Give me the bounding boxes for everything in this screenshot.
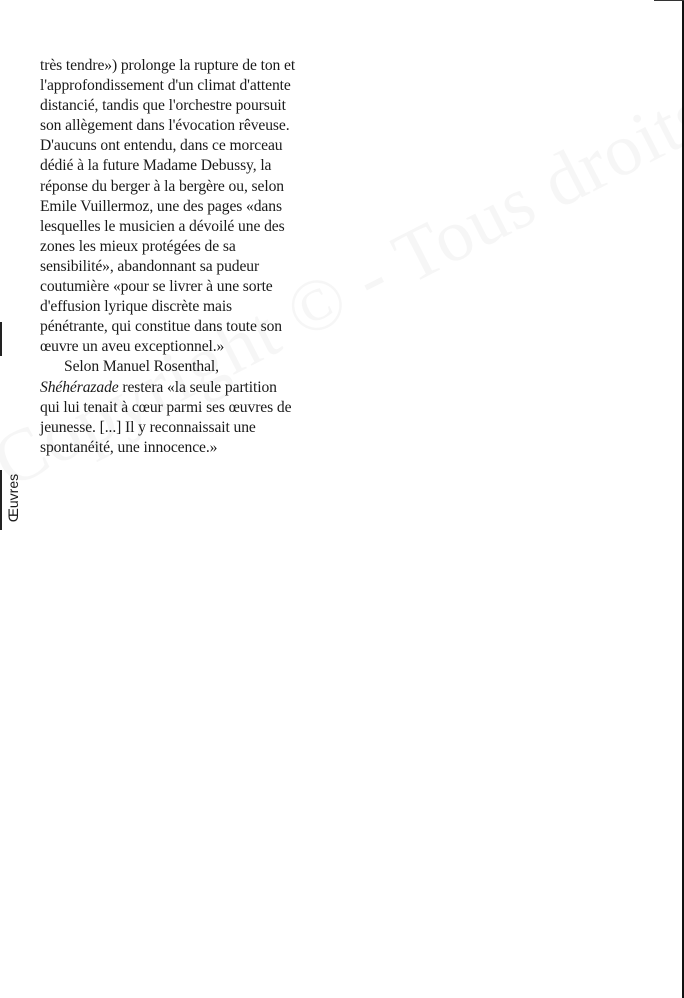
text-line: zones les mieux protégées de sa <box>40 237 236 255</box>
text-line: l'approfondissement d'un climat d'attente <box>40 77 291 95</box>
section-label: Œuvres <box>5 473 21 523</box>
text-line: œuvre un aveu exceptionnel.» <box>40 338 225 356</box>
work-title: Shéhérazade <box>40 378 119 396</box>
text-line: son allègement dans l'évocation rêveuse. <box>40 117 290 135</box>
text-line: jeunesse. [...] Il y reconnaissait une <box>40 418 256 436</box>
body-text <box>40 56 340 458</box>
text-line: spontanéité, une innocence.» <box>40 438 218 456</box>
text-line: Selon Manuel Rosenthal, <box>64 358 219 376</box>
text-line <box>40 378 340 398</box>
text-line: réponse du berger à la bergère ou, selon <box>40 177 284 195</box>
text-line: très tendre») prolonge la rupture de ton et <box>40 57 296 74</box>
text-line: d'effusion lyrique discrète mais <box>40 298 233 316</box>
text-line: coutumière «pour se livrer à une sorte <box>40 278 273 296</box>
text-line: pénétrante, qui constitue dans toute son <box>40 318 282 336</box>
text-line: lesquelles le musicien a dévoilé une des <box>40 217 285 235</box>
scan-mark <box>0 322 2 356</box>
text-line: sensibilité», abandonnant sa pudeur <box>40 257 260 275</box>
text-line: distancié, tandis que l'orchestre poursuit <box>40 97 286 115</box>
text-line: Emile Vuillermoz, une des pages «dans <box>40 197 282 215</box>
text-line: qui lui tenait à cœur parmi ses œuvres de <box>40 398 292 416</box>
page-edge-top <box>654 0 684 1</box>
text-line: D'aucuns ont entendu, dans ce morceau <box>40 137 283 155</box>
text-fragment: restera «la seule partition <box>118 378 277 396</box>
text-line: dédié à la future Madame Debussy, la <box>40 157 272 175</box>
